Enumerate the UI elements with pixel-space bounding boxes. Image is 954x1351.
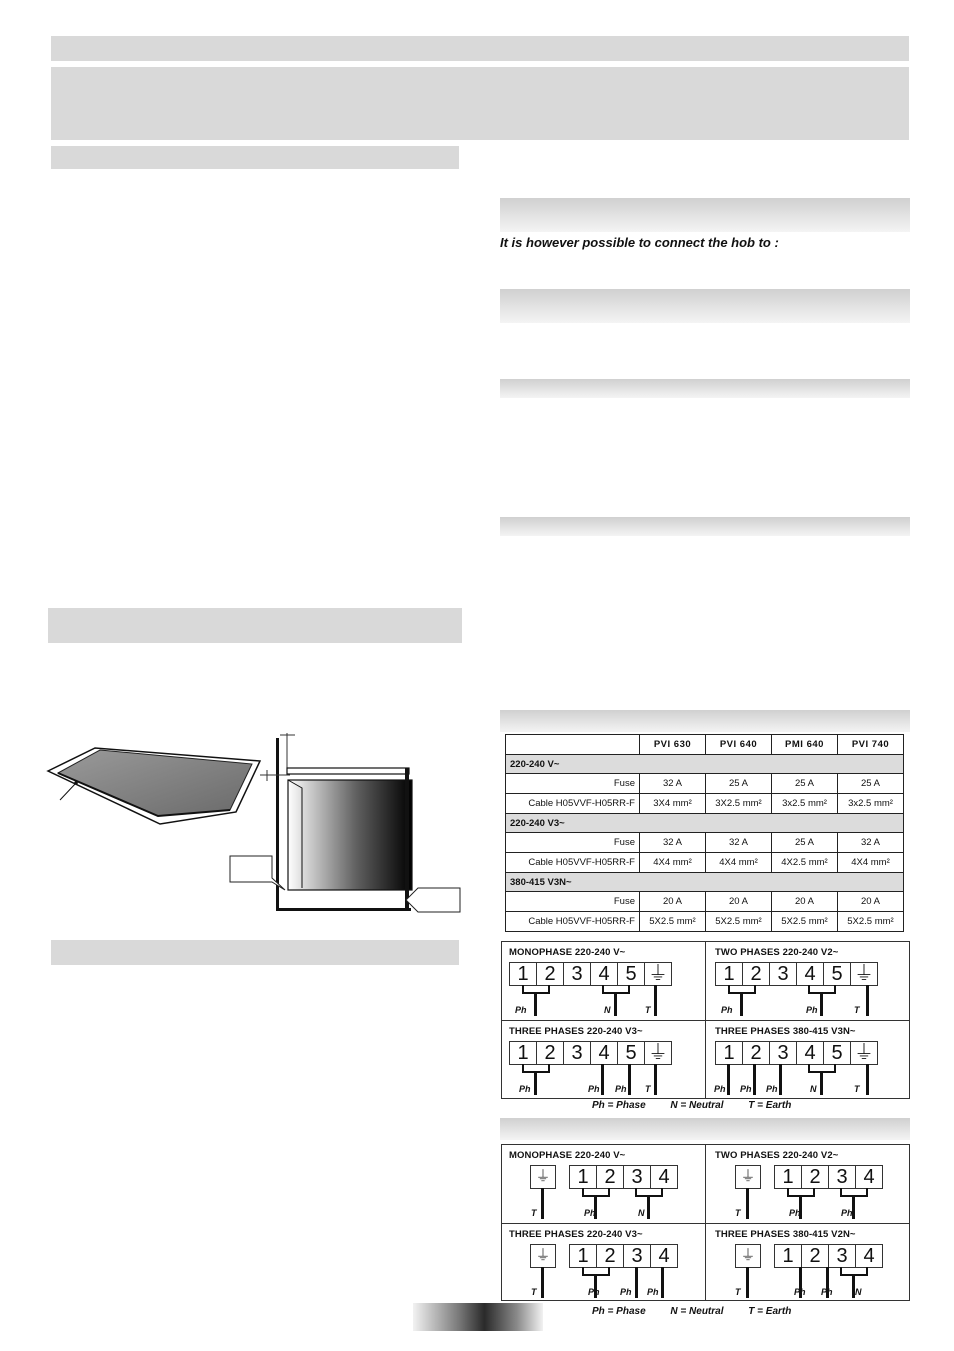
- wire-label: Ph: [515, 1005, 527, 1015]
- wire-label: Ph: [766, 1084, 778, 1094]
- diagram-two-phases-5: [706, 942, 909, 1020]
- wire-label: T: [531, 1287, 537, 1297]
- terminal-number: 4: [863, 1166, 875, 1188]
- diagram-three-phases-4: [502, 1224, 705, 1300]
- terminal-number: 2: [802, 1166, 829, 1188]
- terminal-number: 3: [770, 1042, 797, 1064]
- table-row: [506, 833, 904, 853]
- diagram-three-phases-neutral-4: [706, 1224, 909, 1300]
- table-cell: 20 A: [640, 892, 706, 912]
- section-bar-right-3: [500, 379, 910, 398]
- table-cell: 3X2.5 mm²: [706, 794, 772, 814]
- supply-section-3: 380-415 V3N~: [506, 873, 904, 892]
- wire-label: Ph: [588, 1287, 600, 1297]
- diagram-monophase-4: [502, 1145, 705, 1223]
- table-cell: 4X2.5 mm²: [772, 853, 838, 873]
- terminal-number: 4: [591, 963, 618, 985]
- terminal-number: 1: [510, 1042, 537, 1064]
- table-row: [506, 794, 904, 814]
- wire-label: Ph: [789, 1208, 801, 1218]
- table-cell: 32 A: [640, 774, 706, 794]
- installation-illustration: [40, 728, 470, 918]
- legend-phase: Ph = Phase: [592, 1100, 646, 1111]
- terminal-number: 2: [743, 1042, 770, 1064]
- section-bar-right-5: [500, 710, 910, 732]
- row-label: Cable H05VVF-H05RR-F: [506, 912, 640, 932]
- wire-label: T: [854, 1084, 860, 1094]
- wire-label: T: [735, 1287, 741, 1297]
- table-cell: 4X4 mm²: [640, 853, 706, 873]
- wire-label: Ph: [740, 1084, 752, 1094]
- legend-earth: T = Earth: [748, 1306, 792, 1317]
- section-bar-left-2: [48, 608, 462, 643]
- terminal-block: [569, 1244, 678, 1268]
- table-cell: 32 A: [838, 833, 904, 853]
- terminal-block: [509, 962, 672, 986]
- terminal-number: 4: [797, 1042, 824, 1064]
- terminal-number: 2: [597, 1166, 624, 1188]
- row-label: Cable H05VVF-H05RR-F: [506, 853, 640, 873]
- table-cell: 25 A: [772, 833, 838, 853]
- wire-label: Ph: [588, 1084, 600, 1094]
- wire-label: N: [855, 1287, 862, 1297]
- wire-label: Ph: [714, 1084, 726, 1094]
- wire-label: Ph: [647, 1287, 659, 1297]
- terminal-block: [569, 1165, 678, 1189]
- diagram-title: THREE PHASES 220-240 V3~: [509, 1026, 643, 1037]
- section-bar-right-2: [500, 289, 910, 323]
- terminal-number: 2: [537, 963, 564, 985]
- diagram-title: MONOPHASE 220-240 V~: [509, 947, 626, 958]
- supply-section-1: 220-240 V~: [506, 755, 904, 774]
- top-rule-bar: [51, 36, 909, 61]
- row-label: Fuse: [506, 833, 640, 853]
- earth-symbol-icon: ⏚: [648, 963, 668, 985]
- table-cell: 3x2.5 mm²: [772, 794, 838, 814]
- wire-label: N: [604, 1005, 611, 1015]
- wire-label: N: [638, 1208, 645, 1218]
- wire-label: Ph: [821, 1287, 833, 1297]
- page-tab: [413, 1303, 543, 1331]
- table-cell: 5X2.5 mm²: [838, 912, 904, 932]
- diagram-monophase-5: [502, 942, 705, 1020]
- wire-label: Ph: [584, 1208, 596, 1218]
- terminal-number: 1: [716, 1042, 743, 1064]
- section-bar-left-3: [51, 940, 459, 965]
- terminal-number: 4: [797, 963, 824, 985]
- diagram-title: TWO PHASES 220-240 V2~: [715, 947, 839, 958]
- terminal-number: 1: [775, 1166, 802, 1188]
- terminal-number: 1: [570, 1245, 597, 1267]
- terminal-number: 3: [624, 1245, 651, 1267]
- terminal-number: 5: [824, 963, 851, 985]
- diagram-title: TWO PHASES 220-240 V2~: [715, 1150, 839, 1161]
- diagram-title: THREE PHASES 380-415 V3N~: [715, 1026, 856, 1037]
- wire-label: T: [531, 1208, 537, 1218]
- wire-label: Ph: [620, 1287, 632, 1297]
- terminal-number: 1: [510, 963, 537, 985]
- earth-symbol-icon: ⏚: [854, 963, 874, 985]
- model-col-3: PMI 640: [772, 735, 838, 755]
- wire-label: Ph: [841, 1208, 853, 1218]
- wire-label: N: [810, 1084, 817, 1094]
- legend-5-terminal: [592, 1100, 813, 1111]
- table-cell: 20 A: [772, 892, 838, 912]
- terminal-number: 1: [570, 1166, 597, 1188]
- table-row: [506, 912, 904, 932]
- terminal-number: 1: [716, 963, 743, 985]
- terminal-number: 2: [597, 1245, 624, 1267]
- terminal-number: 3: [624, 1166, 651, 1188]
- terminal-number: 2: [743, 963, 770, 985]
- wire-label: T: [645, 1005, 651, 1015]
- terminal-number: 3: [564, 963, 591, 985]
- model-col-2: PVI 640: [706, 735, 772, 755]
- supply-section-2: 220-240 V3~: [506, 814, 904, 833]
- section-bar-right-4: [500, 517, 910, 536]
- legend-4-terminal: [592, 1306, 813, 1317]
- hob-drawing: [48, 748, 260, 824]
- cabinet-drawing: [230, 733, 460, 912]
- wire-label: T: [735, 1208, 741, 1218]
- wire-label: T: [645, 1084, 651, 1094]
- table-cell: 3X4 mm²: [640, 794, 706, 814]
- terminal-number: 4: [863, 1245, 875, 1267]
- terminal-number: 4: [591, 1042, 618, 1064]
- table-cell: 32 A: [706, 833, 772, 853]
- table-cell: 25 A: [838, 774, 904, 794]
- terminal-number: 4: [658, 1245, 670, 1267]
- model-col-1: PVI 630: [640, 735, 706, 755]
- model-col-4: PVI 740: [838, 735, 904, 755]
- table-row: [506, 774, 904, 794]
- diagram-title: MONOPHASE 220-240 V~: [509, 1150, 626, 1161]
- section-bar-right-6: [500, 1118, 910, 1140]
- table-cell: 32 A: [640, 833, 706, 853]
- table-cell: 5X2.5 mm²: [772, 912, 838, 932]
- wire-label: Ph: [721, 1005, 733, 1015]
- terminal-number: 1: [775, 1245, 802, 1267]
- legend-phase: Ph = Phase: [592, 1306, 646, 1317]
- table-cell: 20 A: [838, 892, 904, 912]
- earth-symbol-icon: ⏚: [530, 1244, 556, 1268]
- wire-label: Ph: [794, 1287, 806, 1297]
- legend-earth: T = Earth: [748, 1100, 792, 1111]
- table-cell: 25 A: [706, 774, 772, 794]
- terminal-number: 5: [618, 963, 645, 985]
- title-banner: [51, 67, 909, 140]
- earth-symbol-icon: ⏚: [648, 1042, 668, 1064]
- table-cell: 20 A: [706, 892, 772, 912]
- table-cell: 5X2.5 mm²: [640, 912, 706, 932]
- earth-symbol-icon: ⏚: [530, 1165, 556, 1189]
- table-cell: 4X4 mm²: [838, 853, 904, 873]
- table-cell: 25 A: [772, 774, 838, 794]
- legend-neutral: N = Neutral: [670, 1306, 724, 1317]
- table-row: [506, 853, 904, 873]
- terminal-number: 5: [618, 1042, 645, 1064]
- diagram-three-phases-5: [502, 1021, 705, 1098]
- specification-table: [505, 734, 904, 932]
- terminal-number: 3: [564, 1042, 591, 1064]
- terminal-block: [715, 962, 878, 986]
- table-cell: 4X4 mm²: [706, 853, 772, 873]
- terminal-block: [509, 1041, 672, 1065]
- terminal-block: [774, 1165, 883, 1189]
- terminal-number: 2: [537, 1042, 564, 1064]
- wire-label: Ph: [519, 1084, 531, 1094]
- terminal-number: 3: [829, 1166, 856, 1188]
- row-label: Cable H05VVF-H05RR-F: [506, 794, 640, 814]
- row-label: Fuse: [506, 774, 640, 794]
- terminal-block: [715, 1041, 878, 1065]
- wire-label: Ph: [615, 1084, 627, 1094]
- section-bar-right-1: [500, 198, 910, 232]
- terminal-number: 3: [829, 1245, 856, 1267]
- wire-label: Ph: [806, 1005, 818, 1015]
- terminal-number: 2: [802, 1245, 829, 1267]
- diagram-title: THREE PHASES 380-415 V2N~: [715, 1229, 856, 1240]
- table-corner-cell: [506, 735, 640, 755]
- section-bar-left-1: [51, 146, 459, 169]
- table-row: [506, 892, 904, 912]
- terminal-block: [774, 1244, 883, 1268]
- earth-symbol-icon: ⏚: [854, 1042, 874, 1064]
- table-cell: 3x2.5 mm²: [838, 794, 904, 814]
- wiring-panel-4-terminal: [501, 1144, 910, 1301]
- row-label: Fuse: [506, 892, 640, 912]
- wire-label: T: [854, 1005, 860, 1015]
- diagram-title: THREE PHASES 220-240 V3~: [509, 1229, 643, 1240]
- earth-symbol-icon: ⏚: [735, 1244, 761, 1268]
- terminal-number: 5: [824, 1042, 851, 1064]
- wiring-panel-5-terminal: [501, 941, 910, 1099]
- diagram-two-phases-4: [706, 1145, 909, 1223]
- legend-neutral: N = Neutral: [670, 1100, 724, 1111]
- terminal-number: 4: [658, 1166, 670, 1188]
- table-header-row: [506, 735, 904, 755]
- diagram-three-phases-neutral-5: [706, 1021, 909, 1098]
- table-cell: 5X2.5 mm²: [706, 912, 772, 932]
- terminal-number: 3: [770, 963, 797, 985]
- connect-note: It is however possible to connect the hob to :: [500, 235, 779, 250]
- earth-symbol-icon: ⏚: [735, 1165, 761, 1189]
